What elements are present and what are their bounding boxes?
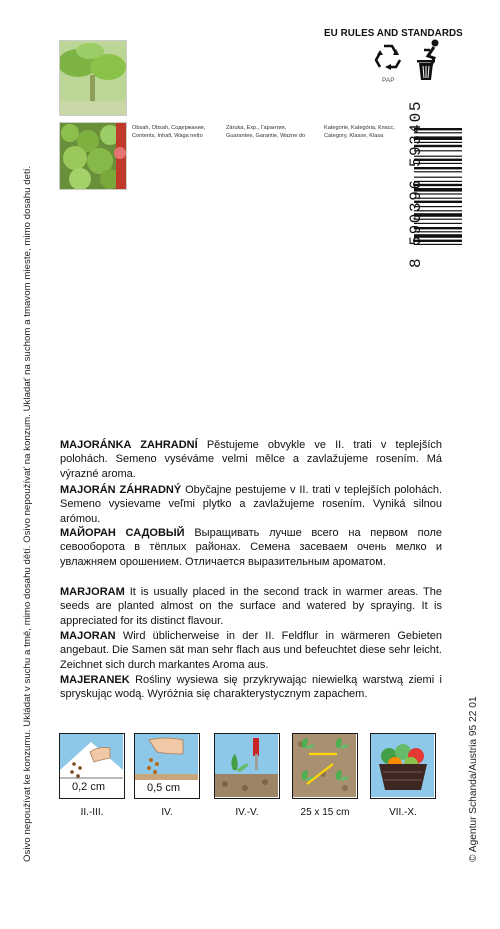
- title-cz: MAJORÁNKA ZAHRADNÍ: [60, 439, 198, 451]
- pap-label: PAP: [382, 77, 395, 84]
- storage-notice: Osivo nepoužívat ke konzumu. Ukládat v suchu a tmě, mimo dosahu dětí. Osivo nepoužívať na konzum. Ukladať na suchom a tmavom mieste, mimo dosahu detí.: [22, 165, 33, 862]
- step-caption: II.-III.: [80, 807, 104, 818]
- step-caption: 25 x 15 cm: [300, 807, 350, 818]
- marjoram-plant-photo: [59, 122, 127, 190]
- description-pl: MAJERANEK Rośliny wysiewa się przykrywając niewielką warstwą ziemi i spryskując wodą. Wyróżnia się charakterystycznym zapachem.: [60, 674, 442, 701]
- step-caption: IV.: [161, 807, 173, 818]
- step-caption: IV.-V.: [235, 807, 259, 818]
- sowing-step-1: [59, 733, 125, 799]
- planting-step: [214, 733, 280, 799]
- depth-label: 0,5 cm: [147, 782, 181, 794]
- depth-label: 0,2 cm: [72, 781, 106, 793]
- recycle-icon: [371, 40, 405, 74]
- category-label: Kategorie, Kategória, Класс, Category, Klasse, Klasa: [324, 125, 395, 140]
- tidyman-bin-icon: [414, 38, 444, 82]
- title-ru: МАЙОРАН САДОВЫЙ: [60, 527, 185, 539]
- barcode-number: 8 590396 593405: [407, 99, 425, 268]
- step-caption: VII.-X.: [389, 807, 417, 818]
- copyright-notice: © Agentur Schanda/Austria 95 22 01: [468, 696, 479, 862]
- description-de: MAJORAN Wird üblicherweise in der II. Feldflur in wärmeren Gebieten angebaut. Die Samen sät man sehr flach aus und befeuchtet diese sehr leicht. Zeichnet sich durch markantes Aroma aus.: [60, 630, 443, 671]
- description-cz: MAJORÁNKA ZAHRADNÍ Pěstujeme obvykle ve II. trati v teplejších polohách. Semeno vyséváme velmi mělce a zavlažujeme rosením. Má výrazné aroma.: [60, 439, 442, 480]
- spacing-step: [292, 733, 358, 799]
- harvest-step: [370, 733, 436, 799]
- seedling-photo: [59, 40, 127, 116]
- description-ru: МАЙОРАН САДОВЫЙ Выращивать лучше всего на первом поле севооборота в тёплых районах. Семена засеваем очень мелко и увлажняем орошением. Отличается выразительным ароматом.: [60, 527, 442, 568]
- contents-label: Obsah, Obsah, Содержание, Contents, Inhalt, Waga netto: [132, 125, 206, 140]
- title-de: MAJORAN: [60, 630, 116, 642]
- guarantee-label: Záruka, Exp., Гарантия, Guarantee, Garantie, Ważne do: [226, 125, 306, 140]
- title-sk: MAJORÁN ZÁHRADNÝ: [60, 484, 182, 496]
- title-pl: MAJERANEK: [60, 674, 130, 686]
- eu-rules-title: EU RULES AND STANDARDS: [324, 28, 463, 39]
- description-en: MARJORAM It is usually placed in the second track in warmer areas. The seeds are planted almost on the surface and watered by spraying. It is appreciated for its distinct flavour.: [60, 586, 442, 627]
- description-sk: MAJORÁN ZÁHRADNÝ Obyčajne pestujeme v II. trati v teplejších polohách. Semeno vysievame veľmi plytko a zavlažujeme rosením. Vyniká silnou arómou.: [60, 484, 443, 525]
- title-en: MARJORAM: [60, 586, 125, 598]
- sowing-step-2: [134, 733, 200, 799]
